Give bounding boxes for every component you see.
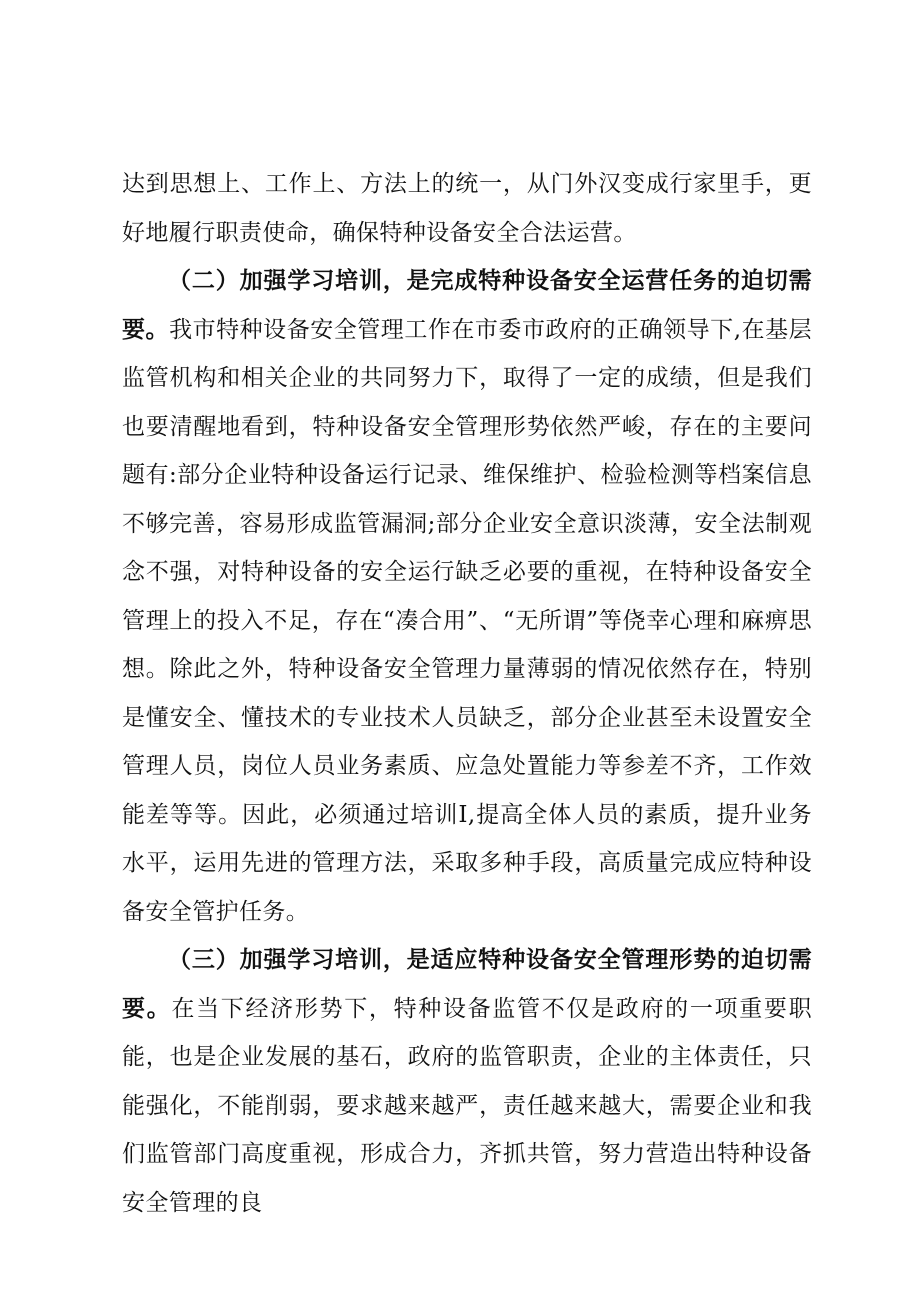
section-2-body: 我市特种设备安全管理工作在市委市政府的正确领导下,在基层监管机构和相关企业的共同努力下，取得了一定的成绩，但是我们也要清醒地看到，特种设备安全管理形势依然严峻，存在的主要问题有:部分企业特种设备运行记录、维保维护、检验检测等档案信息不够完善，容易形成监管漏洞;部分企业安全意识淡薄，安全法制观念不强，对特种设备的安全运行缺乏必要的重视，在特种设备安全管理上的投入不足，存在“凑合用”、“无所谓”等侥幸心理和麻痹思想。除此之外，特种设备安全管理力量薄弱的情况依然存在，特别是懂安全、懂技术的专业技术人员缺乏，部分企业甚至未设置安全管理人员，岗位人员业务素质、应急处置能力等参差不齐，工作效能差等等。因此，必须通过培训I,提高全体人员的素质，提升业务水平，运用先进的管理方法，采取多种手段，高质量完成应特种设备安全管护任务。 [122,316,812,925]
paragraph-section-3 [122,936,812,1227]
paragraph-continuation: 达到思想上、工作上、方法上的统一，从门外汉变成行家里手，更好地履行职责使命，确保特种设备安全合法运营。 [122,171,812,246]
document-body [122,160,812,1227]
section-2-heading: （二）加强学习培训，是完成特种设备安全运营任务的迫切需要。 [122,268,812,343]
paragraph-section-2 [122,257,812,936]
section-3-body: 在当下经济形势下，特种设备监管不仅是政府的一项重要职能，也是企业发展的基石，政府的监管职责，企业的主体责任，只能强化，不能削弱，要求越来越严，责任越来越大，需要企业和我们监管部门高度重视，形成合力，齐抓共管，努力营造出特种设备安全管理的良 [122,995,812,1216]
section-3-heading: （三）加强学习培训，是适应特种设备安全管理形势的迫切需要。 [122,947,812,1022]
